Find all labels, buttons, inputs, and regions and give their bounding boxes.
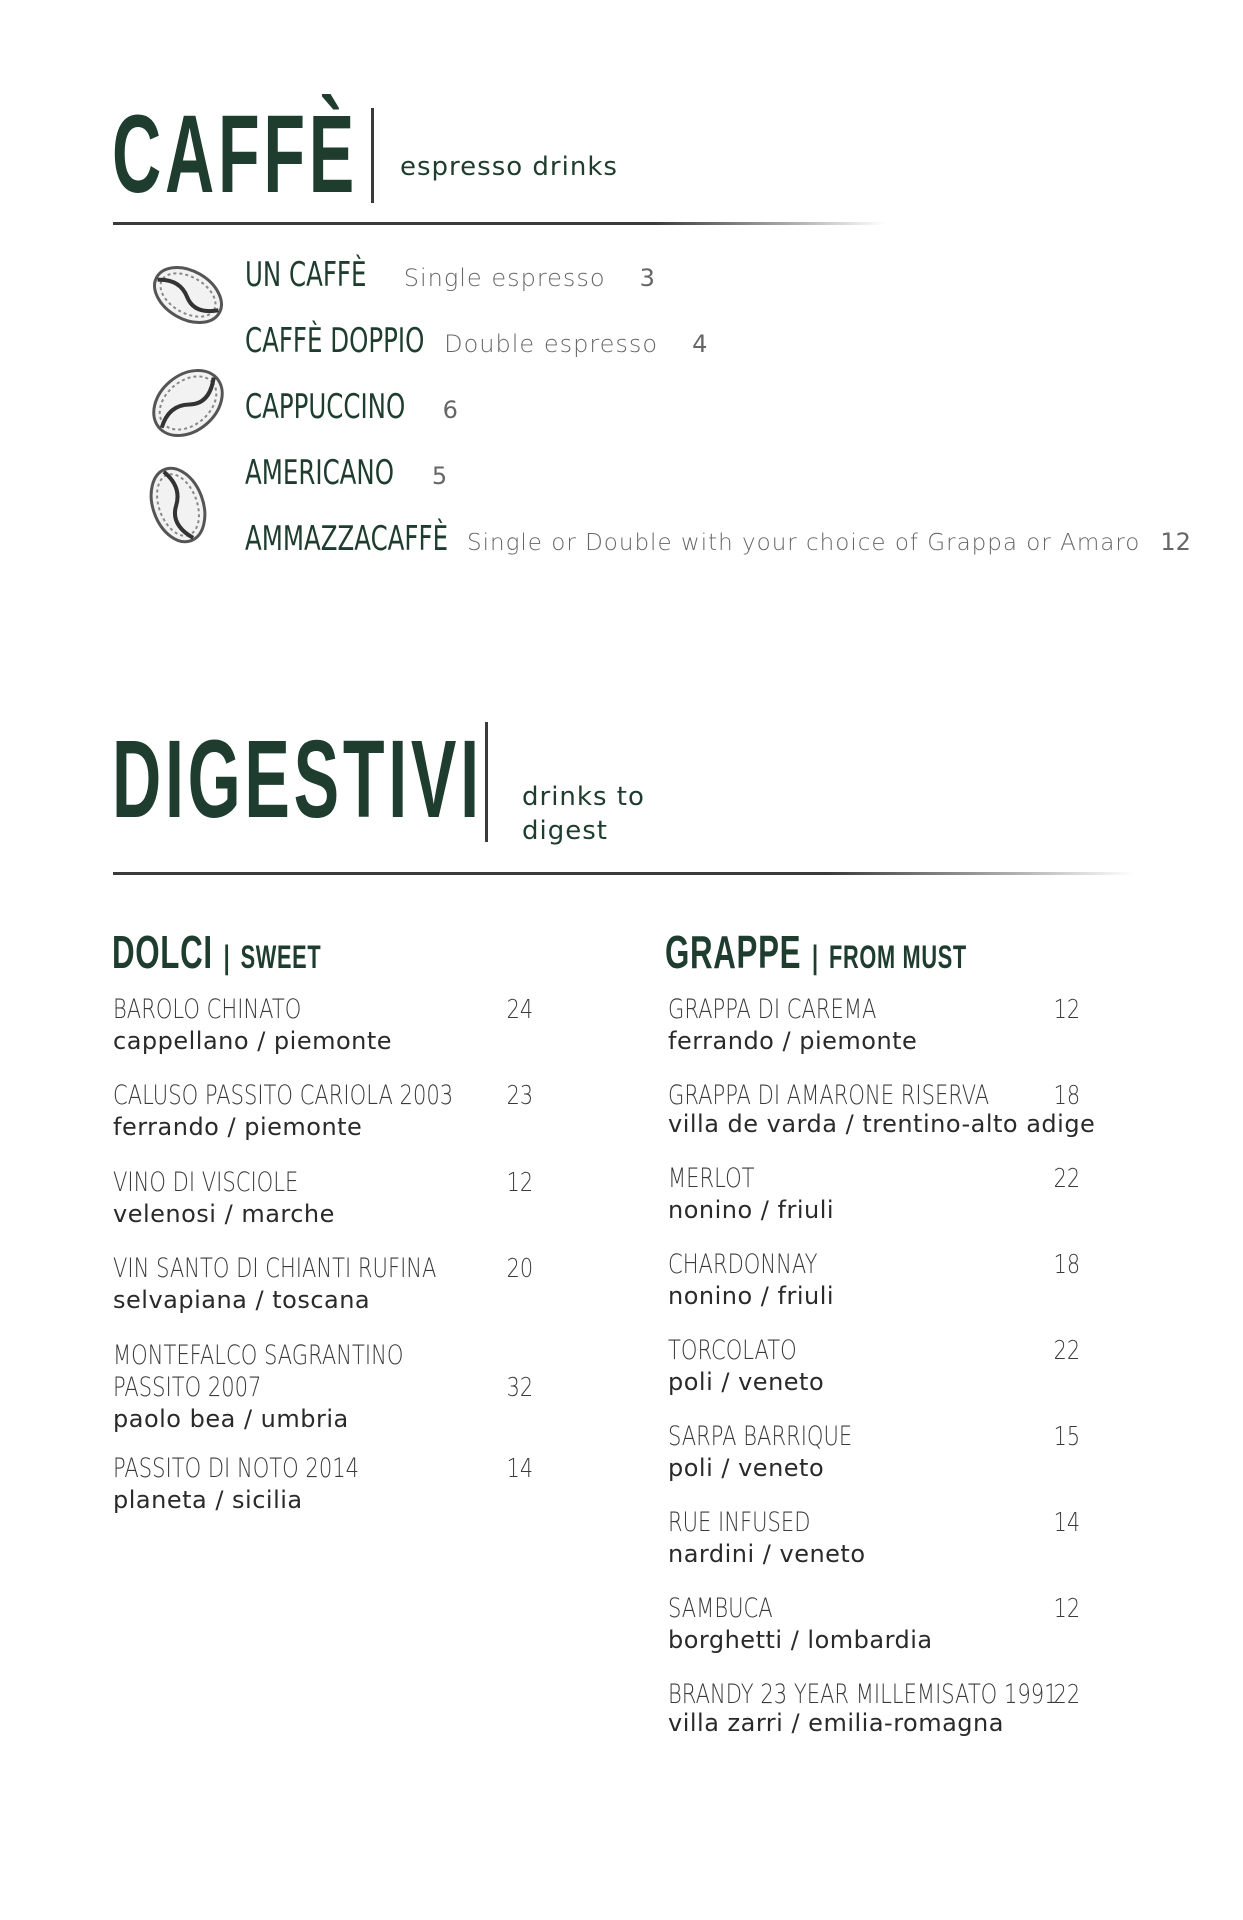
dolci-item-producer: velenosi / marche: [113, 1200, 335, 1228]
grappe-heading-tag: FROM MUST: [829, 939, 967, 975]
digestivi-subtitle-line: digest: [522, 816, 608, 846]
grappe-item-price: 22: [1053, 1164, 1080, 1194]
dolci-item: [113, 1453, 533, 1515]
digestivi-rule: [113, 872, 1133, 875]
dolci-item: [113, 1253, 533, 1315]
grappe-item-producer: poli / veneto: [668, 1368, 825, 1396]
dolci-item: [113, 994, 533, 1056]
heading-separator: |: [223, 939, 230, 975]
grappe-item-name: GRAPPA DI AMARONE RISERVA: [668, 1080, 990, 1111]
grappe-item-price: 18: [1053, 1250, 1080, 1280]
grappe-item-price: 18: [1053, 1081, 1080, 1111]
grappe-item-name: GRAPPA DI CAREMA: [668, 994, 877, 1025]
dolci-heading-tag: SWEET: [240, 939, 322, 975]
dolci-item-producer: paolo bea / umbria: [113, 1405, 349, 1433]
grappe-item-price: 22: [1053, 1336, 1080, 1366]
coffee-item: [245, 453, 447, 497]
coffee-bean-icon: [138, 462, 218, 548]
dolci-item-name: VIN SANTO DI CHIANTI RUFINA: [113, 1253, 437, 1284]
grappe-item-producer: ferrando / piemonte: [668, 1027, 918, 1055]
coffee-item: [245, 321, 707, 365]
dolci-item: [113, 1167, 533, 1229]
caffe-rule: [113, 222, 885, 225]
grappe-item-price: 22: [1053, 1680, 1080, 1710]
dolci-item-producer: planeta / sicilia: [113, 1486, 303, 1514]
grappe-item-price: 12: [1053, 1594, 1080, 1624]
dolci-item-producer: ferrando / piemonte: [113, 1113, 363, 1141]
dolci-heading-title: DOLCI: [112, 926, 213, 978]
dolci-item-name: BAROLO CHINATO: [113, 994, 302, 1025]
coffee-bean-icon: [145, 360, 231, 446]
grappe-item: [668, 1507, 1080, 1569]
dolci-item: [113, 1080, 533, 1142]
coffee-item-price: 3: [639, 264, 655, 292]
coffee-item: [245, 519, 1191, 563]
coffee-item: [245, 387, 458, 431]
coffee-item-description: Single espresso: [403, 264, 606, 292]
dolci-item-name: VINO DI VISCIOLE: [113, 1167, 299, 1198]
grappe-item-price: 14: [1053, 1508, 1080, 1538]
digestivi-title-divider: [485, 722, 488, 842]
grappe-item-producer: villa de varda / trentino-alto adige: [668, 1110, 1096, 1138]
coffee-item-price: 6: [442, 396, 458, 424]
grappe-item: [668, 1593, 1080, 1655]
coffee-item-description: Single or Double with your choice of Grappa or Amaro: [467, 530, 1141, 556]
caffe-title-divider: [371, 108, 374, 203]
digestivi-title: DIGESTIVI: [112, 718, 483, 841]
digestivi-subtitle-line: drinks to: [522, 782, 645, 812]
grappe-item-producer: villa zarri / emilia-romagna: [668, 1709, 1004, 1737]
grappe-item: [668, 1421, 1080, 1483]
coffee-item: [245, 255, 655, 299]
dolci-item-price: 20: [506, 1254, 533, 1284]
coffee-item-description: Double espresso: [444, 330, 659, 358]
dolci-item-producer: selvapiana / toscana: [113, 1286, 371, 1314]
grappe-item-name: SAMBUCA: [668, 1593, 773, 1624]
dolci-item-price: 32: [506, 1373, 533, 1403]
dolci-item-price: 24: [506, 995, 533, 1025]
dolci-item-name: MONTEFALCO SAGRANTINO: [113, 1340, 404, 1371]
digestivi-subtitle: [522, 780, 645, 848]
coffee-item-name: CAPPUCCINO: [245, 387, 406, 427]
dolci-item-producer: cappellano / piemonte: [113, 1027, 393, 1055]
caffe-subtitle: espresso drinks: [400, 152, 618, 182]
grappe-item-name: SARPA BARRIQUE: [668, 1421, 853, 1452]
coffee-item-name: UN CAFFÈ: [245, 255, 367, 295]
dolci-item-name: PASSITO 2007: [113, 1372, 262, 1403]
grappe-item-producer: poli / veneto: [668, 1454, 825, 1482]
coffee-item-price: 12: [1160, 528, 1191, 556]
grappe-item: [668, 1335, 1080, 1397]
grappe-heading: [665, 925, 967, 979]
heading-separator: |: [812, 939, 819, 975]
coffee-item-name: AMERICANO: [245, 453, 394, 493]
grappe-item-name: RUE INFUSED: [668, 1507, 811, 1538]
dolci-item: [113, 1340, 533, 1434]
dolci-item-price: 14: [506, 1454, 533, 1484]
grappe-item: [668, 1080, 1096, 1139]
coffee-item-price: 5: [431, 462, 448, 490]
grappe-item-name: MERLOT: [668, 1163, 755, 1194]
grappe-item-name: BRANDY 23 YEAR MILLEMISATO 1991: [668, 1679, 1058, 1710]
coffee-item-name: AMMAZZACAFFÈ: [245, 519, 449, 559]
grappe-item-name: TORCOLATO: [668, 1335, 797, 1366]
grappe-item: [668, 994, 1080, 1056]
grappe-item-name: CHARDONNAY: [668, 1249, 818, 1280]
grappe-item-producer: nonino / friuli: [668, 1282, 835, 1310]
grappe-item-producer: nardini / veneto: [668, 1540, 866, 1568]
grappe-item-producer: borghetti / lombardia: [668, 1626, 933, 1654]
dolci-item-price: 12: [506, 1168, 533, 1198]
coffee-item-name: CAFFÈ DOPPIO: [245, 321, 425, 361]
dolci-item-name: PASSITO DI NOTO 2014: [113, 1453, 360, 1484]
grappe-item: [668, 1249, 1080, 1311]
grappe-item-price: 15: [1053, 1422, 1080, 1452]
grappe-item-producer: nonino / friuli: [668, 1196, 835, 1224]
grappe-item: [668, 1679, 1080, 1738]
dolci-item-price: 23: [506, 1081, 533, 1111]
dolci-heading: [112, 925, 321, 979]
grappe-heading-title: GRAPPE: [665, 926, 802, 978]
grappe-item: [668, 1163, 1080, 1225]
dolci-item-name: CALUSO PASSITO CARIOLA 2003: [113, 1080, 454, 1111]
coffee-bean-icon: [148, 255, 228, 335]
caffe-title: CAFFÈ: [112, 93, 358, 216]
coffee-item-price: 4: [692, 330, 708, 358]
grappe-item-price: 12: [1053, 995, 1080, 1025]
